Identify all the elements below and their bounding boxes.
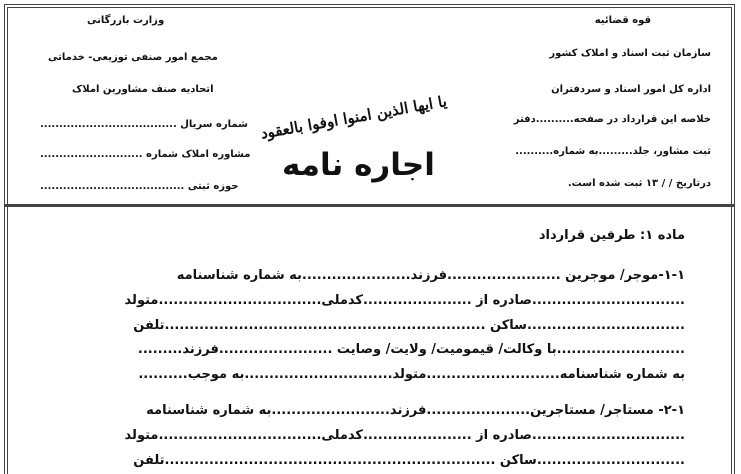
agency-number-field: مشاوره املاک شماره ........................... (40, 149, 251, 160)
notary-dept-heading: اداره کل امور اسناد و سردفتران (551, 84, 711, 95)
section-title: ماده ۱: طرفین قرارداد (538, 228, 685, 243)
registry-org-heading: سازمان ثبت اسناد و املاک کشور (549, 48, 711, 59)
quran-verse-heading: یا ایها الذین امنوا اوفوا بالعقود (259, 92, 449, 143)
contract-line: ..............................ساکن ...................................................................تلفن (133, 453, 685, 468)
contract-line: ۲-۱- مستاجر/ مستاجرین.....................فرزند........................به شماره شناسنامه (146, 403, 685, 418)
contract-line: به شماره شناسنامه...........................متولد..............................به موجب.......... (138, 367, 685, 382)
registry-zone-field: حوزه ثبتی ...................................... (40, 181, 239, 192)
header-divider (4, 204, 735, 207)
judiciary-heading: قوه قضائیه (594, 15, 651, 26)
realtors-union-heading: اتحادیه صنف مشاورین املاک (72, 84, 214, 95)
registration-date-field: درتاریخ / / ۱۳ ثبت شده است. (567, 178, 711, 189)
guild-assembly-heading: مجمع امور صنفی توزیعی- خدماتی (48, 52, 218, 63)
commerce-ministry-heading: وزارت بازرگانی (87, 15, 165, 26)
consultant-register-field: ثبت مشاور، جلد.........به شماره.......... (515, 146, 711, 157)
contract-line: ۱-۱-موجر/ موجرین .......................فرزند......................به شماره شناسنامه (176, 268, 685, 283)
contract-line: ...............................صادره از ......................کدملی.................................متولد (124, 428, 685, 443)
page-title: اجاره نامه (282, 147, 435, 183)
summary-page-field: خلاصه این قرارداد در صفحه..........دفتر (513, 114, 711, 125)
contract-line: ................................ساکن .................................................................تلفن (133, 318, 685, 333)
contract-line: ..........................با وکالت/ قیمومیت/ ولایت/ وصایت .......................فرزند......... (137, 342, 685, 357)
contract-line: ...............................صادره از ......................کدملی.................................متولد (124, 293, 685, 308)
serial-number-field: شماره سریال .................................... (40, 119, 248, 130)
